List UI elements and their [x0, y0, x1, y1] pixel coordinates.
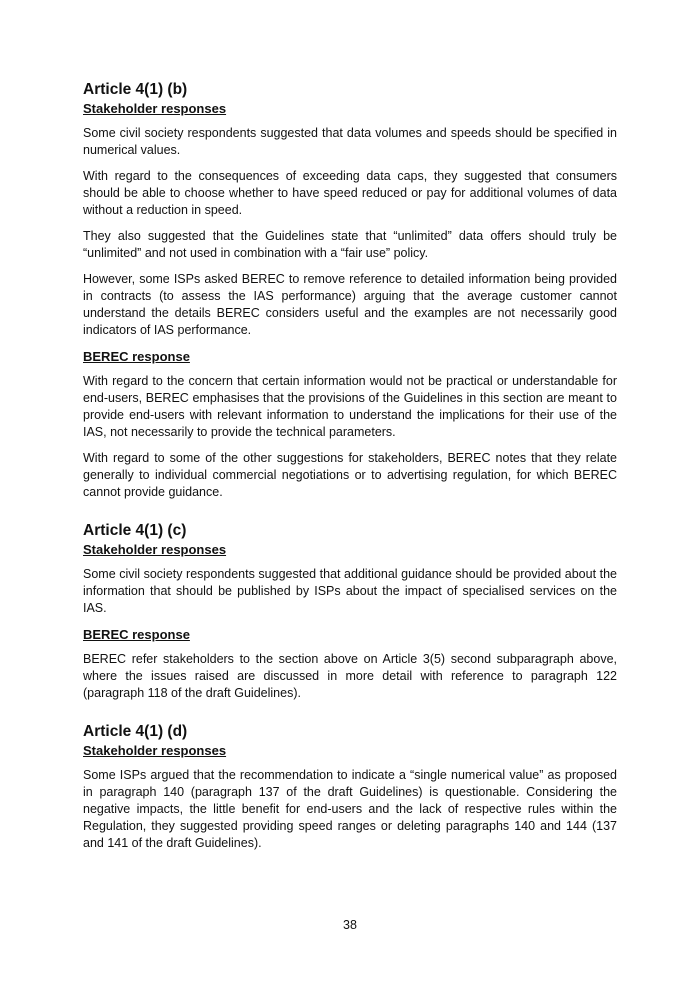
section-heading: Article 4(1) (b): [83, 81, 188, 98]
article-4-1-b-section: [83, 80, 617, 501]
page-number: 38: [343, 918, 357, 932]
article-4-1-d-section: [83, 722, 617, 852]
paragraph: However, some ISPs asked BEREC to remove reference to detailed information being provided in contracts (to assess the IAS performance) arguing that the average customer cannot understand the details BEREC considers useful and the examples are not necessarily good indicators of IAS performance.: [83, 272, 617, 337]
paragraph: With regard to some of the other suggestions for stakeholders, BEREC notes that they relate generally to individual commercial negotiations or to advertising regulation, for which BEREC cannot provide guidance.: [83, 451, 617, 499]
stakeholder-responses-heading: Stakeholder responses: [83, 101, 227, 116]
stakeholder-responses-heading: Stakeholder responses: [83, 542, 227, 557]
section-heading: Article 4(1) (c): [83, 522, 187, 539]
paragraph: With regard to the consequences of exceeding data caps, they suggested that consumers should be able to choose whether to have speed reduced or pay for additional volumes of data without a reduction in speed.: [83, 169, 617, 217]
paragraph: Some civil society respondents suggested that additional guidance should be provided about the information that should be published by ISPs about the impact of specialised services on the IAS.: [83, 567, 617, 615]
paragraph: With regard to the concern that certain information would not be practical or understandable for end-users, BEREC emphasises that the provisions of the Guidelines in this section are meant to provide end-users with relevant information to understand the implications for their use of the IAS, not necessarily to provide the technical parameters.: [83, 374, 617, 439]
page-content: [83, 80, 617, 872]
paragraph: BEREC refer stakeholders to the section above on Article 3(5) second subparagraph above, where the issues raised are discussed in more detail with reference to paragraph 122 (paragraph 118 of the draft Guidelines).: [83, 652, 617, 700]
paragraph: Some ISPs argued that the recommendation to indicate a “single numerical value” as proposed in paragraph 140 (paragraph 137 of the draft Guidelines) is questionable. Considering the negative impacts, the little benefit for end-users and the lack of respective rules within the Regulation, they suggested providing speed ranges or deleting paragraphs 140 and 144 (137 and 141 of the draft Guidelines).: [83, 768, 617, 850]
berec-response-heading: BEREC response: [83, 627, 190, 642]
section-heading: Article 4(1) (d): [83, 723, 188, 740]
paragraph: Some civil society respondents suggested that data volumes and speeds should be specified in numerical values.: [83, 126, 617, 157]
paragraph: They also suggested that the Guidelines state that “unlimited” data offers should truly be “unlimited” and not used in combination with a “fair use” policy.: [83, 229, 617, 260]
berec-response-heading: BEREC response: [83, 349, 190, 364]
stakeholder-responses-heading: Stakeholder responses: [83, 743, 227, 758]
article-4-1-c-section: [83, 521, 617, 702]
